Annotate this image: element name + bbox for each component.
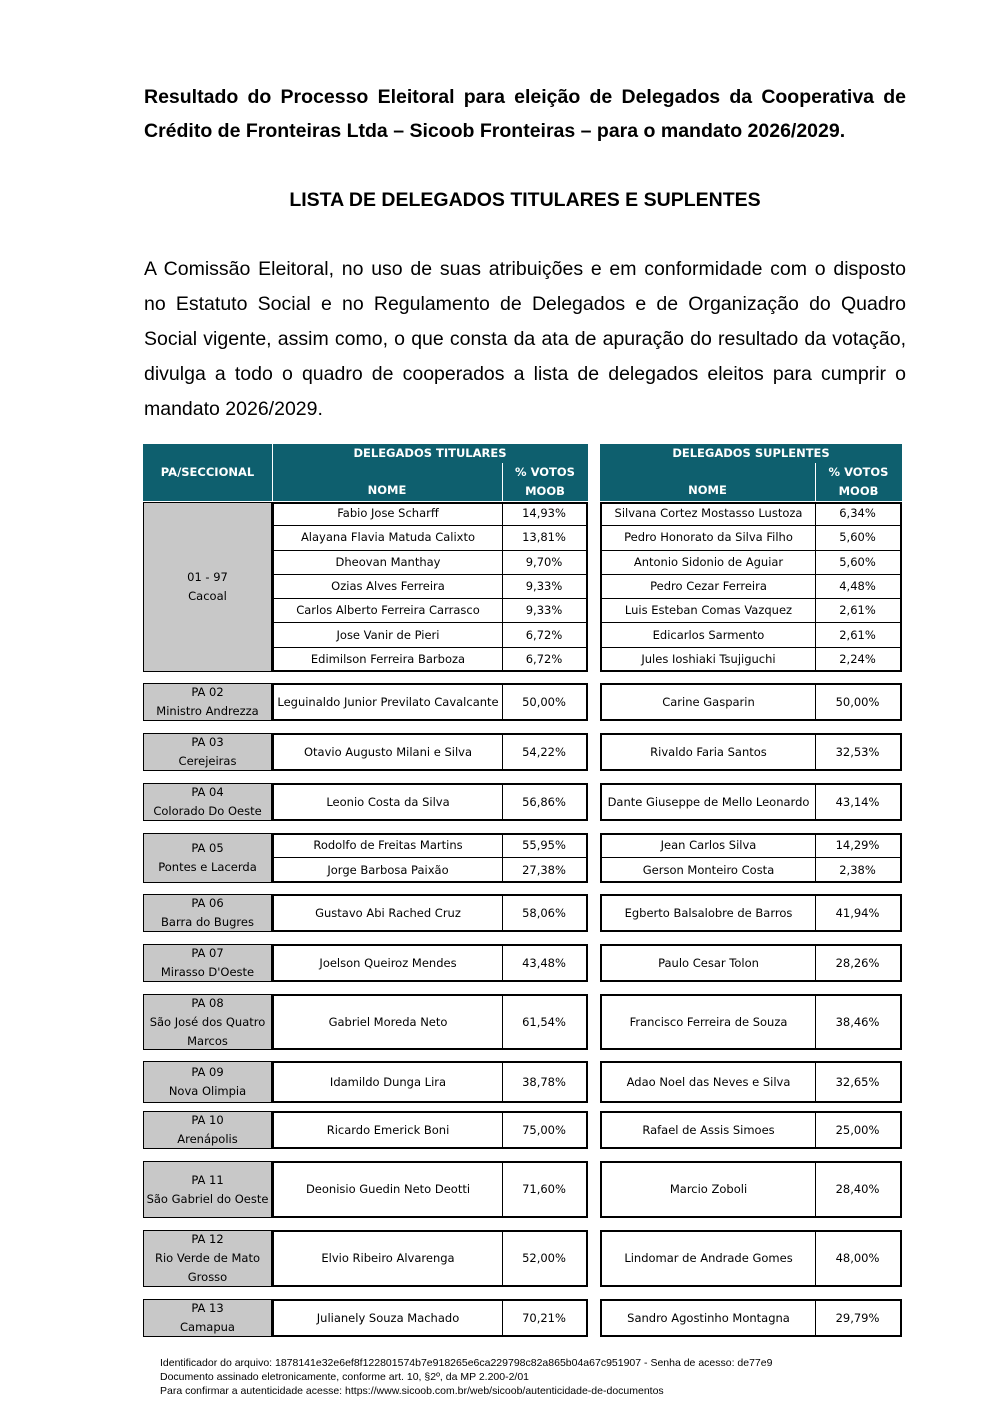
titular-votes: 55,95%: [502, 833, 586, 858]
titular-name: Gabriel Moreda Neto: [328, 1014, 448, 1029]
header-divider: [502, 463, 503, 501]
pa-label: Cerejeiras: [178, 754, 237, 768]
suplente-name: Dante Giuseppe de Mello Leonardo: [607, 794, 810, 809]
pa-label: PA 02: [191, 685, 224, 699]
suplente-votes: 6,34%: [815, 502, 900, 526]
pa-header: PA/SECCIONAL: [143, 444, 272, 501]
title-line: Resultado do Processo Eleitoral para eleição de Delegados da Cooperativa de: [144, 86, 906, 108]
pa-label: São José dos Quatro: [149, 1014, 266, 1029]
titular-votes: 27,38%: [522, 863, 566, 877]
suplente-name: Rivaldo Faria Santos: [650, 744, 767, 759]
intro-line: divulga a todo o quadro de cooperados a lista de delegados eleitos para cumprir o: [144, 363, 906, 385]
suplente-votes: 32,65%: [835, 1074, 880, 1089]
titular-votes: 52,00%: [522, 1251, 566, 1265]
pa-cell: [143, 1111, 272, 1149]
suplente-votes: 25,00%: [835, 1122, 880, 1137]
suplente-votes: 38,46%: [835, 1014, 880, 1029]
suplente-votes: 5,60%: [815, 526, 900, 550]
pa-label: Colorado Do Oeste: [153, 804, 262, 818]
suplente-votes: 4,48%: [815, 575, 900, 599]
titular-name: Julianely Souza Machado: [316, 1310, 460, 1325]
titular-votes: 38,78%: [522, 1074, 566, 1089]
votes-header-line: MOOB: [525, 484, 565, 498]
titular-name: Idamildo Dunga Lira: [329, 1074, 447, 1089]
suplente-name: Paulo Cesar Tolon: [658, 955, 759, 970]
pa-label: Mirasso D'Oeste: [160, 965, 255, 979]
pa-cell: [143, 944, 272, 982]
titular-name: Leguinaldo Junior Previlato Cavalcante: [277, 694, 499, 709]
suplente-votes: 28,26%: [835, 955, 880, 970]
pa-label: Barra do Bugres: [161, 915, 254, 929]
pa-label: Grosso: [187, 1270, 228, 1284]
suplente-name: Rafael de Assis Simoes: [642, 1122, 775, 1137]
pa-cell: [143, 1161, 272, 1218]
titular-name: Fabio Jose Scharff: [274, 502, 502, 526]
titular-votes: 6,72%: [502, 623, 586, 647]
titular-votes: 61,54%: [522, 1014, 566, 1029]
pa-label: Rio Verde de Mato: [154, 1251, 261, 1265]
header-divider: [272, 444, 273, 501]
titular-name: Ozias Alves Ferreira: [274, 575, 502, 599]
titular-votes: 58,06%: [522, 905, 566, 920]
titular-votes: 9,33%: [502, 575, 586, 599]
titular-name: Elvio Ribeiro Alvarenga: [321, 1251, 455, 1265]
intro-line: Social vigente, assim como, o que consta da ata de apuração do resultado da votação,: [144, 328, 906, 350]
list-heading: LISTA DE DELEGADOS TITULARES E SUPLENTES: [289, 189, 761, 211]
suplente-name: Luis Esteban Comas Vazquez: [602, 599, 815, 623]
pa-cell: [143, 894, 272, 932]
titular-votes-header: [502, 463, 588, 501]
suplente-votes: 32,53%: [835, 744, 880, 759]
titular-votes: 14,93%: [502, 502, 586, 526]
pa-label: PA 10: [191, 1113, 224, 1127]
suplente-name: Jules Ioshiaki Tsujiguchi: [641, 652, 776, 667]
titular-name: Ricardo Emerick Boni: [326, 1122, 450, 1137]
suplente-name: Gerson Monteiro Costa: [642, 863, 775, 877]
suplente-votes: 2,61%: [815, 623, 900, 647]
titular-name: Jorge Barbosa Paixão: [327, 863, 449, 877]
titular-votes: 70,21%: [522, 1310, 566, 1325]
suplente-name: Francisco Ferreira de Souza: [629, 1014, 788, 1029]
pa-label: Camapua: [180, 1320, 235, 1334]
titular-name: Deonisio Guedin Neto Deotti: [305, 1182, 471, 1196]
titular-name: Dheovan Manthay: [274, 551, 502, 575]
suplente-name: Edicarlos Sarmento: [602, 623, 815, 647]
titular-votes: 75,00%: [522, 1122, 566, 1137]
titular-name: Otavio Augusto Milani e Silva: [303, 744, 472, 759]
pa-label: PA 05: [191, 841, 224, 855]
titular-name: Rodolfo de Freitas Martins: [274, 833, 502, 858]
titular-name: Gustavo Abi Rached Cruz: [315, 905, 461, 920]
intro-line: no Estatuto Social e no Regulamento de Delegados e de Organização do Quadro: [144, 293, 906, 315]
titular-name: Carlos Alberto Ferreira Carrasco: [274, 599, 502, 623]
votes-header-line: % VOTOS: [828, 465, 889, 479]
suplente-votes: 2,61%: [815, 599, 900, 623]
titular-votes: 6,72%: [525, 652, 563, 667]
pa-cell: [143, 1230, 272, 1287]
suplente-votes: 41,94%: [835, 905, 880, 920]
authenticity-link[interactable]: Para confirmar a autenticidade acesse: https://www.sicoob.com.br/web/sicoob/autenticidade-de-documentos: [160, 1385, 664, 1397]
pa-label: PA 09: [191, 1065, 224, 1079]
titulares-header: DELEGADOS TITULARES: [272, 444, 588, 463]
pa-label: Ministro Andrezza: [156, 704, 259, 718]
pa-cell: [143, 833, 272, 883]
pa-label: PA 04: [191, 785, 224, 799]
pa-label: Marcos: [187, 1033, 228, 1048]
title-line: Crédito de Fronteiras Ltda – Sicoob Fronteiras – para o mandato 2026/2029.: [144, 120, 846, 142]
pa-cell: [143, 1299, 272, 1337]
suplente-votes: 5,60%: [815, 551, 900, 575]
suplente-votes: 48,00%: [835, 1251, 880, 1265]
titular-votes: 50,00%: [522, 694, 566, 709]
votes-header-line: % VOTOS: [515, 465, 575, 479]
titular-name: Alayana Flavia Matuda Calixto: [274, 526, 502, 550]
pa-label: São Gabriel do Oeste: [146, 1191, 269, 1206]
suplente-name: Jean Carlos Silva: [602, 833, 815, 858]
pa-label: PA 06: [191, 896, 224, 910]
pa-label: PA 13: [191, 1301, 224, 1315]
pa-cell: [143, 994, 272, 1050]
suplente-votes: 43,14%: [835, 794, 880, 809]
suplente-name: Sandro Agostinho Montagna: [627, 1310, 790, 1325]
suplente-votes: 50,00%: [835, 694, 880, 709]
titular-votes: 9,33%: [502, 599, 586, 623]
votes-header-line: MOOB: [838, 484, 879, 498]
intro-line: mandato 2026/2029.: [144, 398, 323, 420]
pa-label: PA 08: [191, 995, 224, 1010]
suplente-name: Pedro Honorato da Silva Filho: [602, 526, 815, 550]
pa-cell: [143, 1061, 272, 1103]
suplente-votes: 2,38%: [839, 863, 876, 877]
document-footer: [160, 1356, 772, 1398]
pa-label: PA 12: [191, 1232, 224, 1246]
titular-votes: 9,70%: [502, 551, 586, 575]
file-identifier: Identificador do arquivo: 1878141e32e6ef8f122801574b7e918265e6ca229798c82a865b04a67c951907 - Senha de acesso: de77e9: [160, 1357, 773, 1369]
pa-cell: [143, 683, 272, 721]
pa-cell: [143, 783, 272, 821]
titular-name: Joelson Queiroz Mendes: [319, 955, 457, 970]
titular-votes: 71,60%: [522, 1182, 566, 1196]
pa-label: Cacoal: [188, 589, 227, 603]
suplente-name: Marcio Zoboli: [669, 1182, 748, 1196]
titular-name: Edimilson Ferreira Barboza: [310, 652, 466, 667]
pa-cell: [143, 502, 272, 672]
suplente-votes: 29,79%: [835, 1310, 880, 1325]
pa-cell: [143, 733, 272, 771]
pa-label: Arenápolis: [177, 1132, 238, 1146]
suplente-name: Pedro Cezar Ferreira: [602, 575, 815, 599]
pa-label: PA 03: [191, 735, 224, 749]
pa-label: Pontes e Lacerda: [158, 860, 257, 874]
suplente-name: Carine Gasparin: [662, 694, 755, 709]
intro-line: A Comissão Eleitoral, no uso de suas atribuições e em conformidade com o disposto: [144, 258, 906, 280]
suplente-name-header: NOME: [600, 463, 815, 501]
pa-label: Nova Olimpia: [168, 1084, 247, 1098]
suplente-name: Adao Noel das Neves e Silva: [626, 1074, 791, 1089]
suplente-name: Antonio Sidonio de Aguiar: [602, 551, 815, 575]
suplente-votes: 28,40%: [835, 1182, 880, 1196]
suplente-name: Egberto Balsalobre de Barros: [624, 905, 793, 920]
suplente-name: Silvana Cortez Mostasso Lustoza: [602, 502, 815, 526]
titular-votes: 43,48%: [522, 955, 566, 970]
signature-note: Documento assinado eletronicamente, conforme art. 10, §2º, da MP 2.200-2/01: [160, 1371, 530, 1383]
titular-name-header: NOME: [272, 463, 502, 501]
header-divider: [815, 463, 816, 501]
titular-votes: 54,22%: [522, 744, 566, 759]
pa-label: 01 - 97: [187, 570, 228, 584]
pa-label: PA 11: [191, 1172, 224, 1187]
suplente-votes: 2,24%: [839, 652, 876, 667]
titular-name: Leonio Costa da Silva: [326, 794, 450, 809]
pa-label: PA 07: [191, 946, 224, 960]
suplentes-header: DELEGADOS SUPLENTES: [600, 444, 902, 463]
titular-votes: 13,81%: [502, 526, 586, 550]
suplente-name: Lindomar de Andrade Gomes: [624, 1251, 793, 1265]
suplente-votes: 14,29%: [815, 833, 900, 858]
suplente-votes-header: [815, 463, 902, 501]
titular-votes: 56,86%: [522, 794, 566, 809]
titular-name: Jose Vanir de Pieri: [274, 623, 502, 647]
